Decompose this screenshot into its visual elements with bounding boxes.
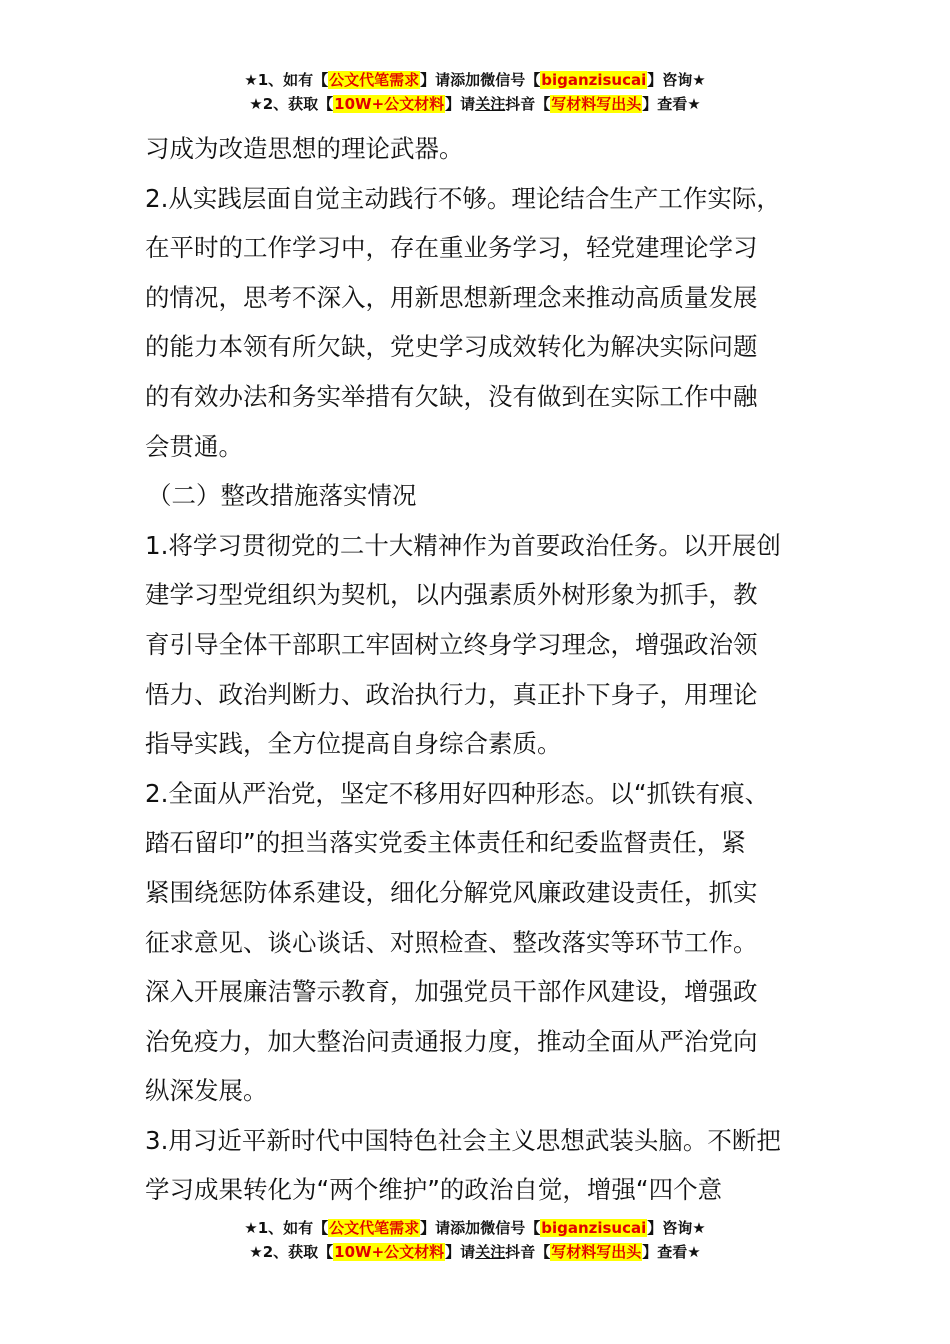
- star-icon: ★: [244, 71, 258, 89]
- body-line: 的情况，思考不深入，用新思想新理念来推动高质量发展: [145, 282, 758, 312]
- highlight-text: 公文代笔需求: [329, 71, 420, 89]
- banner-line-1: ★1、如有【公文代笔需求】请添加微信号【biganzisucai】咨询★: [244, 1219, 706, 1237]
- document-body: [145, 124, 810, 1215]
- star-icon: ★: [244, 1219, 258, 1237]
- star-icon: ★: [687, 95, 701, 113]
- body-line: 的有效办法和务实举措有欠缺，没有做到在实际工作中融: [145, 381, 758, 411]
- body-line: 1.将学习贯彻党的二十大精神作为首要政治任务。以开展创: [145, 530, 781, 560]
- section-heading: （二）整改措施落实情况: [147, 481, 417, 511]
- highlight-text: 10W+公文材料: [334, 1243, 445, 1261]
- body-line: 习成为改造思想的理论武器。: [145, 134, 464, 163]
- body-line: 会贯通。: [145, 431, 243, 461]
- body-line: 2.全面从严治党，坚定不移用好四种形态。以“抓铁有痕、: [145, 778, 770, 808]
- body-line: 指导实践，全方位提高自身综合素质。: [145, 729, 562, 759]
- body-line: 踏石留印”的担当落实党委主体责任和纪委监督责任，紧: [145, 828, 746, 858]
- body-line: 深入开展廉洁警示教育，加强党员干部作风建设，增强政: [145, 977, 758, 1007]
- body-line: 3.用习近平新时代中国特色社会主义思想武装头脑。不断把: [145, 1125, 781, 1155]
- douyin-account: 写材料写出头: [551, 1243, 642, 1261]
- body-line: 纵深发展。: [145, 1076, 268, 1106]
- star-icon: ★: [687, 1243, 701, 1261]
- highlight-text: 公文代笔需求: [329, 1219, 420, 1237]
- body-line: 紧围绕惩防体系建设，细化分解党风廉政建设责任，抓实: [145, 877, 758, 907]
- star-icon: ★: [692, 71, 706, 89]
- star-icon: ★: [692, 1219, 706, 1237]
- wechat-id: biganzisucai: [541, 71, 647, 89]
- banner-line-2: ★2、获取【10W+公文材料】请关注抖音【写材料写出头】查看★: [249, 1243, 701, 1261]
- body-line: 征求意见、谈心谈话、对照检查、整改落实等环节工作。: [145, 927, 758, 957]
- body-line: 学习成果转化为“两个维护”的政治自觉，增强“四个意: [145, 1175, 723, 1205]
- body-line: 的能力本领有所欠缺，党史学习成效转化为解决实际问题: [145, 332, 758, 362]
- header-banner: [0, 68, 950, 116]
- star-icon: ★: [249, 1243, 263, 1261]
- highlight-text: 10W+公文材料: [334, 95, 445, 113]
- douyin-account: 写材料写出头: [551, 95, 642, 113]
- body-line: 育引导全体干部职工牢固树立终身学习理念，增强政治领: [145, 629, 758, 659]
- body-line: 悟力、政治判断力、政治执行力，真正扑下身子，用理论: [145, 679, 758, 709]
- body-line: 建学习型党组织为契机，以内强素质外树形象为抓手，教: [145, 580, 758, 610]
- footer-banner: [0, 1216, 950, 1264]
- body-line: 2.从实践层面自觉主动践行不够。理论结合生产工作实际，: [145, 183, 781, 213]
- body-line: 在平时的工作学习中，存在重业务学习，轻党建理论学习: [145, 233, 758, 263]
- wechat-id: biganzisucai: [541, 1219, 647, 1237]
- banner-line-1: ★1、如有【公文代笔需求】请添加微信号【biganzisucai】咨询★: [244, 71, 706, 89]
- star-icon: ★: [249, 95, 263, 113]
- banner-line-2: ★2、获取【10W+公文材料】请关注抖音【写材料写出头】查看★: [249, 95, 701, 113]
- body-line: 治免疫力，加大整治问责通报力度，推动全面从严治党向: [145, 1026, 758, 1056]
